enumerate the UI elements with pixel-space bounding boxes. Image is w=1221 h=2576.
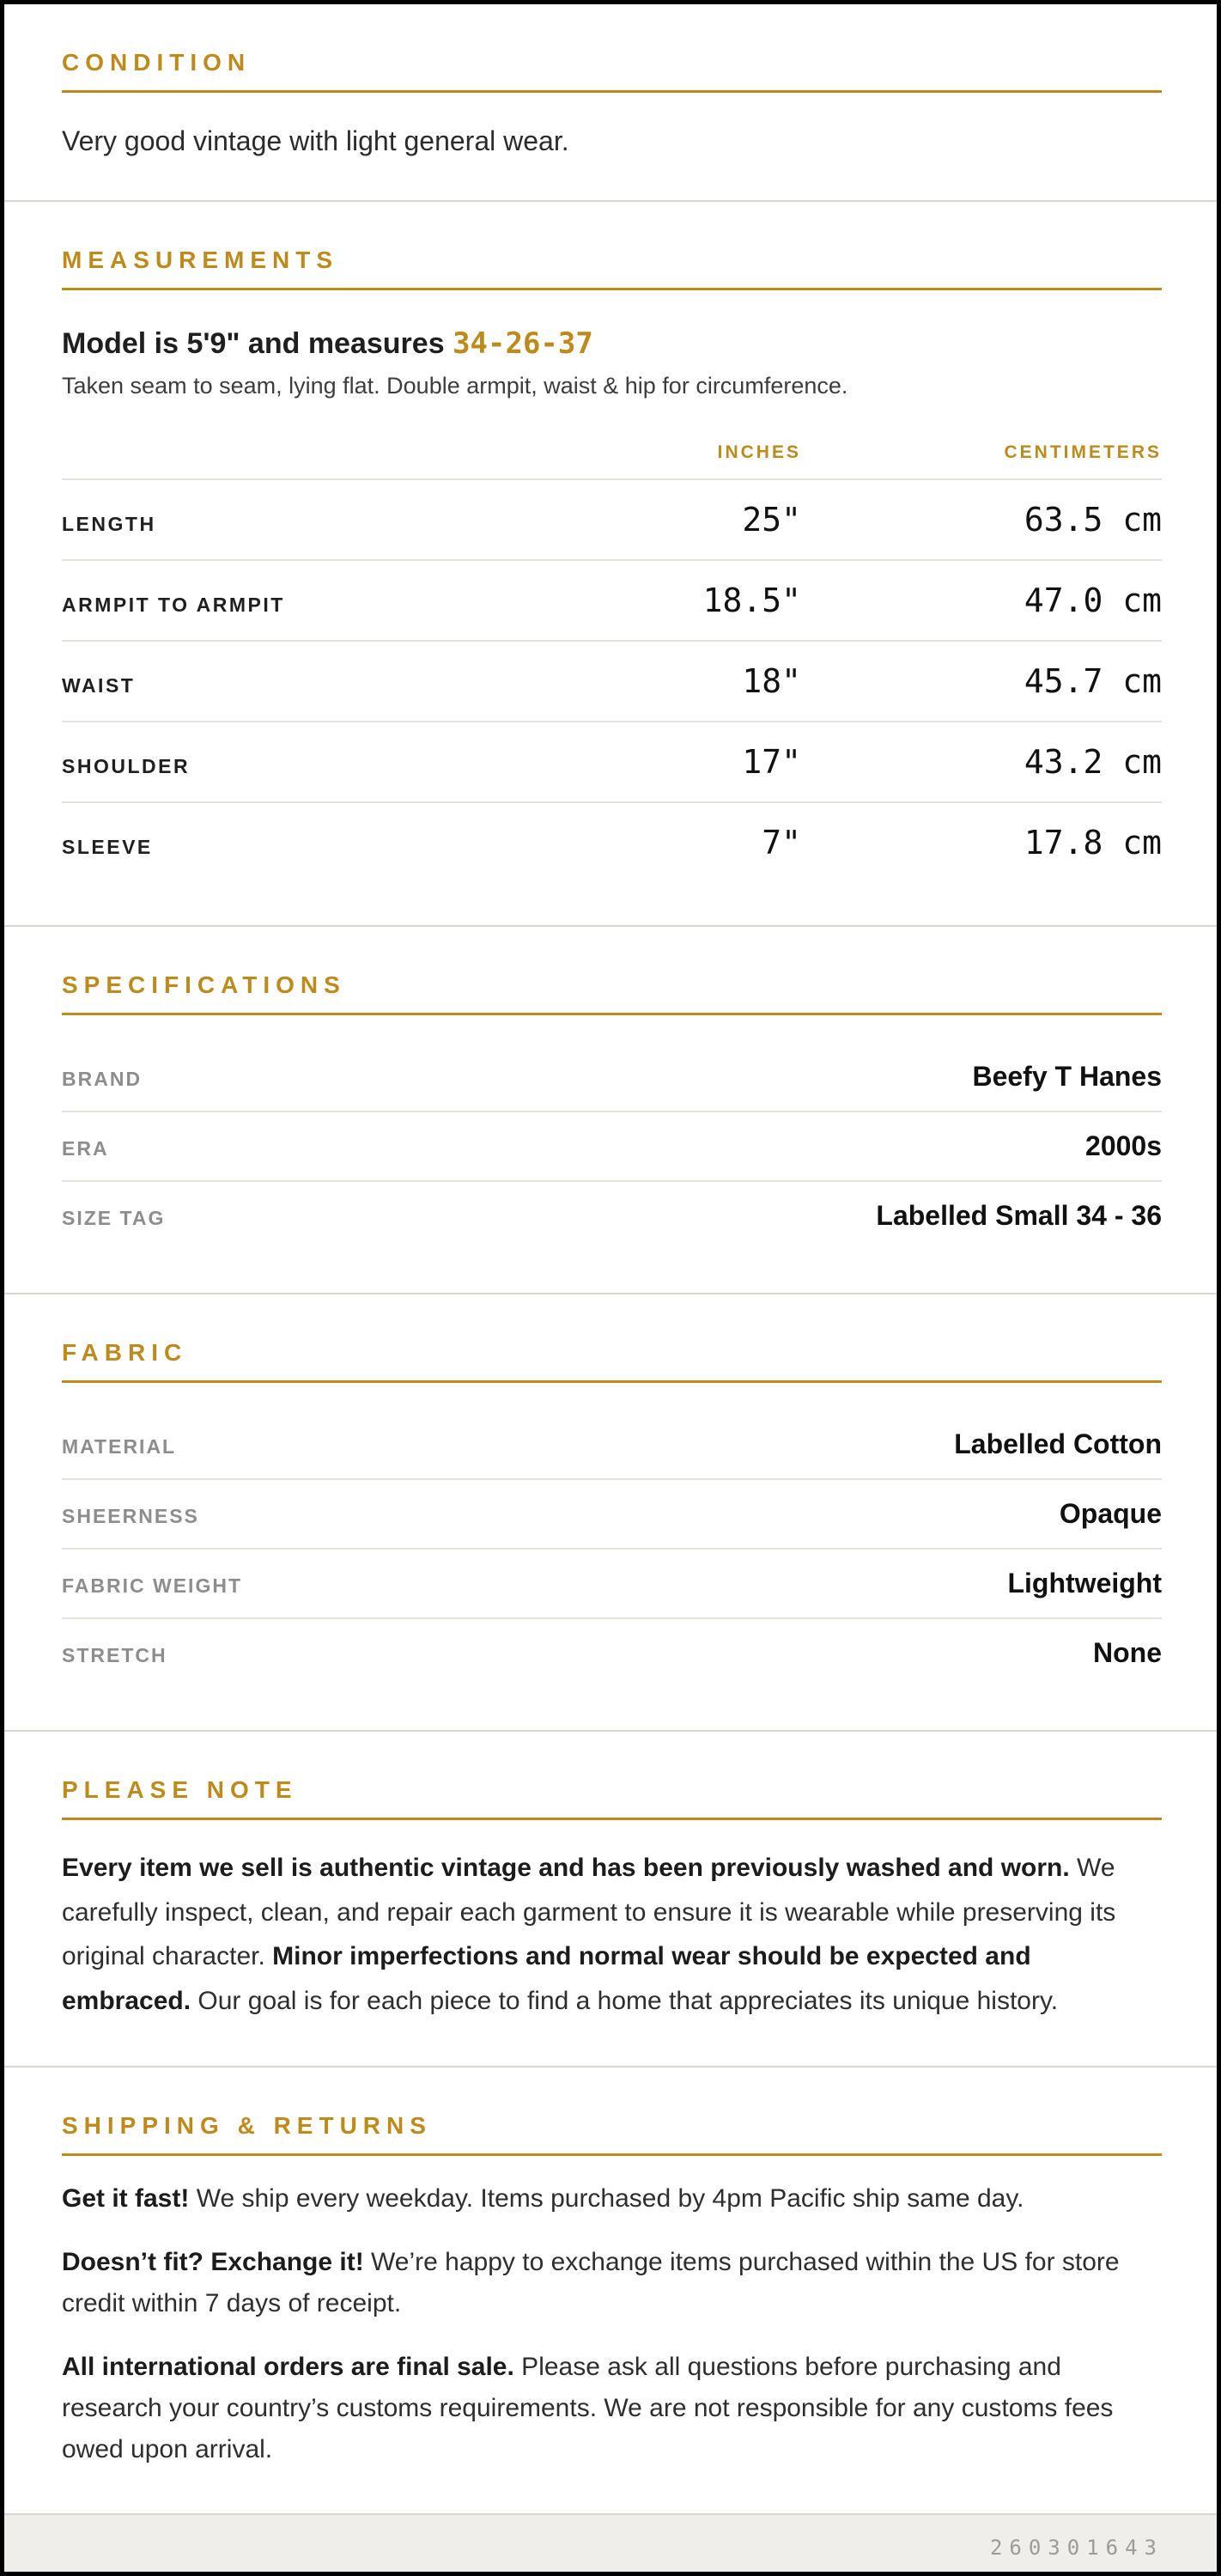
fabric-label: STRETCH xyxy=(62,1644,167,1666)
footer-strip xyxy=(4,2513,1217,2576)
condition-title: CONDITION xyxy=(62,49,252,76)
spec-label: BRAND xyxy=(62,1068,143,1090)
shipping-lead: All international orders are final sale. xyxy=(62,2353,514,2382)
table-row xyxy=(62,1182,1162,1250)
spec-value: Labelled Small 34 - 36 xyxy=(876,1200,1162,1231)
shipping-text: We ship every weekday. Items purchased by 4pm Pacific ship same day. xyxy=(189,2184,1024,2214)
measurement-label: SHOULDER xyxy=(62,755,191,777)
measurements-rule xyxy=(62,288,1162,290)
fabric-label: SHEERNESS xyxy=(62,1505,199,1527)
shipping-returns-rule xyxy=(62,2153,1162,2156)
centimeters-column-header: CENTIMETERS xyxy=(1004,442,1162,462)
spec-value: Beefy T Hanes xyxy=(972,1061,1162,1092)
fabric-value: Labelled Cotton xyxy=(954,1428,1162,1459)
fabric-value: Lightweight xyxy=(1007,1568,1162,1599)
fabric-section xyxy=(4,1294,1217,1732)
measurement-inches: 17" xyxy=(742,743,801,781)
specifications-title: SPECIFICATIONS xyxy=(62,971,346,998)
shipping-text: Please ask all questions before purchasing and research your country’s customs requirements. We are not responsible for any customs fees owed upon arrival. xyxy=(62,2353,1114,2464)
measurement-cm: 45.7 cm xyxy=(1024,662,1162,700)
table-row xyxy=(62,1550,1162,1619)
spec-label: SIZE TAG xyxy=(62,1207,166,1229)
table-row xyxy=(62,561,1162,642)
measurements-section xyxy=(4,202,1217,927)
fabric-label: MATERIAL xyxy=(62,1435,177,1458)
fabric-title: FABRIC xyxy=(62,1339,188,1366)
measurement-inches: 7" xyxy=(762,824,801,862)
fabric-value: None xyxy=(1093,1637,1162,1668)
table-row xyxy=(62,803,1162,882)
model-note xyxy=(62,326,1162,361)
measurements-title: MEASUREMENTS xyxy=(62,247,339,273)
shipping-paragraph xyxy=(62,2242,1162,2324)
measurement-label: WAIST xyxy=(62,674,136,697)
shipping-paragraph xyxy=(62,2178,1162,2220)
measurement-cm: 63.5 cm xyxy=(1024,501,1162,539)
note-segment: Our goal is for each piece to find a home that appreciates its unique history. xyxy=(191,1986,1059,2015)
please-note-rule xyxy=(62,1818,1162,1820)
inches-column-header: INCHES xyxy=(717,442,801,462)
note-segment-bold: Every item we sell is authentic vintage and has been previously washed and worn. xyxy=(62,1854,1070,1882)
shipping-paragraph xyxy=(62,2347,1162,2470)
table-row xyxy=(62,480,1162,561)
spec-value: 2000s xyxy=(1085,1130,1162,1161)
measurement-cm: 17.8 cm xyxy=(1024,824,1162,862)
shipping-lead: Get it fast! xyxy=(62,2184,190,2214)
shipping-text: We’re happy to exchange items purchased within the US for store credit within 7 days of receipt. xyxy=(62,2248,1120,2318)
measurement-label: LENGTH xyxy=(62,513,156,535)
condition-text: Very good vintage with light general wear. xyxy=(62,125,569,156)
model-size: 34-26-37 xyxy=(453,326,593,361)
specifications-rule xyxy=(62,1013,1162,1015)
measurement-inches: 18.5" xyxy=(702,582,801,619)
fabric-rule xyxy=(62,1380,1162,1383)
condition-section xyxy=(4,4,1217,202)
shipping-returns-section xyxy=(4,2067,1217,2513)
shipping-returns-title: SHIPPING & RETURNS xyxy=(62,2112,432,2140)
note-segment-bold: Minor imperfections and normal wear should be expected and embraced. xyxy=(62,1942,1031,2015)
measurements-table xyxy=(62,437,1162,882)
shipping-lead: Doesn’t fit? Exchange it! xyxy=(62,2248,364,2277)
model-note-prefix: Model is 5'9" and measures xyxy=(62,327,453,360)
fabric-table xyxy=(62,1410,1162,1687)
table-row xyxy=(62,722,1162,803)
measurement-inches: 25" xyxy=(742,501,801,539)
sku-number: 260301643 xyxy=(989,2536,1163,2561)
note-segment: We carefully inspect, clean, and repair each garment to ensure it is wearable while preserving its original character. xyxy=(62,1854,1116,1971)
measurement-inches: 18" xyxy=(742,662,801,700)
spec-label: ERA xyxy=(62,1137,109,1160)
measurement-cm: 47.0 cm xyxy=(1024,582,1162,619)
measurement-cm: 43.2 cm xyxy=(1024,743,1162,781)
please-note-text xyxy=(62,1846,1162,2023)
table-row xyxy=(62,1410,1162,1480)
specifications-section xyxy=(4,927,1217,1294)
table-row xyxy=(62,1112,1162,1182)
measurements-header-row xyxy=(62,437,1162,480)
table-row xyxy=(62,1043,1162,1112)
condition-rule xyxy=(62,90,1162,93)
measurement-label: ARMPIT TO ARMPIT xyxy=(62,594,285,616)
please-note-title: PLEASE NOTE xyxy=(62,1776,298,1803)
table-row xyxy=(62,1619,1162,1687)
fabric-label: FABRIC WEIGHT xyxy=(62,1574,242,1597)
table-row xyxy=(62,642,1162,722)
please-note-section xyxy=(4,1732,1217,2067)
measure-subtitle: Taken seam to seam, lying flat. Double armpit, waist & hip for circumference. xyxy=(62,373,848,399)
header-spacer xyxy=(62,442,544,463)
table-row xyxy=(62,1480,1162,1550)
specifications-table xyxy=(62,1043,1162,1250)
measurement-label: SLEEVE xyxy=(62,836,153,858)
fabric-value: Opaque xyxy=(1059,1498,1162,1529)
